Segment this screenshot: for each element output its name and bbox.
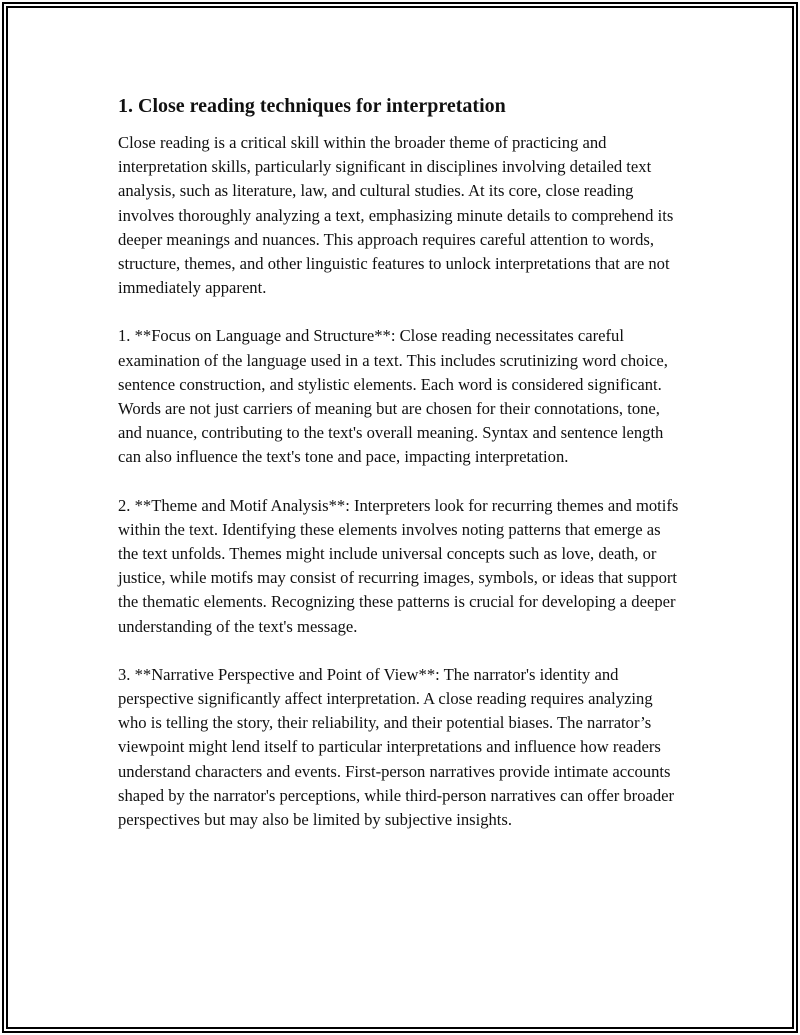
narrative-perspective-paragraph: 3. **Narrative Perspective and Point of View**: The narrator's identity and perspective significantly affect interpretation. A close reading requires analyzing who is telling the story, their reliability, and their potential biases. The narrator’s viewpoint might lend itself to particular interpretations and influence how readers understand characters and events. First-person narratives provide intimate accounts shaped by the narrator's perceptions, while third-person narratives can offer broader perspectives but may also be limited by subjective insights. — [118, 664, 675, 830]
intro-paragraph: Close reading is a critical skill within the broader theme of practicing and interpretation skills, particularly significant in disciplines involving detailed text analysis, such as literature, law, and cultural studies. At its core, close reading involves thoroughly analyzing a text, emphasizing minute details to comprehend its deeper meanings and nuances. This approach requires careful attention to words, structure, themes, and other linguistic features to unlock interpretations that are not immediately apparent. — [118, 133, 674, 298]
theme-motif-paragraph: 2. **Theme and Motif Analysis**: Interpreters look for recurring themes and motifs within the text. Identifying these elements involves noting patterns that emerge as the text unfolds. Themes might include universal concepts such as love, death, or justice, while motifs may consist of recurring images, symbols, or ideas that support the thematic elements. Recognizing these patterns is crucial for developing a deeper understanding of the text's message. — [118, 495, 679, 636]
section-heading: 1. Close reading techniques for interpretation — [118, 95, 506, 117]
language-structure-paragraph: 1. **Focus on Language and Structure**: Close reading necessitates careful examination of the language used in a text. This includes scrutinizing word choice, sentence construction, and stylistic elements. Each word is considered significant. Words are not just carriers of meaning but are chosen for their connotations, tone, and nuance, contributing to the text's overall meaning. Syntax and sentence length can also influence the text's tone and pace, impacting interpretation. — [118, 326, 668, 467]
document-body — [118, 93, 684, 856]
